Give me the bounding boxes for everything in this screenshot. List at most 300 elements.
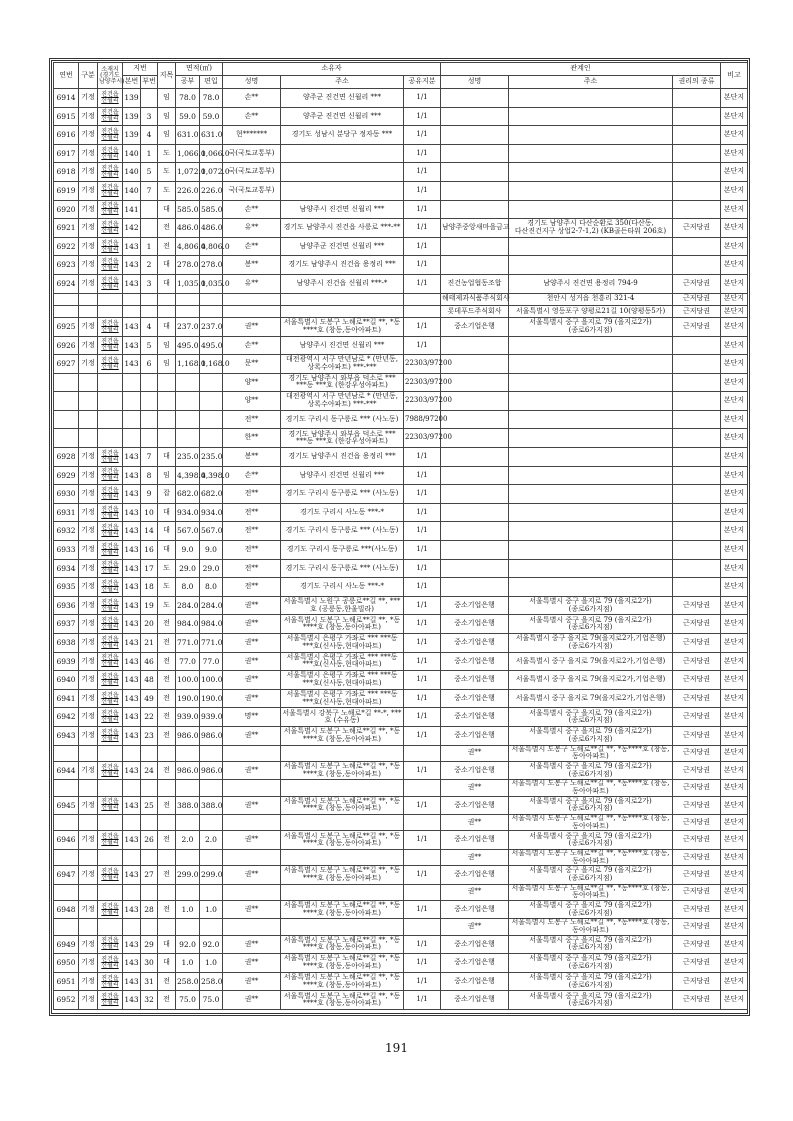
cell-rel-name xyxy=(441,336,509,355)
cell-rel-address: 서울특별시 도봉구 노해로**길 **, *동****호 (창동,동아아파트) xyxy=(509,919,673,935)
cell-lot-main: 143 xyxy=(123,796,141,815)
cell-type: 기정 xyxy=(79,237,98,256)
cell-owner-share: 1/1 xyxy=(404,991,441,1010)
cell-rel-right: 근저당권 xyxy=(673,866,721,885)
cell-no: 6925 xyxy=(54,317,79,336)
cell-rel-name: 중소기업은행 xyxy=(441,634,509,653)
cell-owner-name: 권** xyxy=(223,954,281,973)
cell-rel-right xyxy=(673,107,721,126)
cell-lot-sub: 16 xyxy=(141,541,158,560)
cell-area-registered: 278.0 xyxy=(176,256,200,275)
cell-area-included: 934.0 xyxy=(200,503,223,522)
cell-rel-right: 근저당권 xyxy=(673,708,721,727)
cell-rel-name: 중소기업은행 xyxy=(441,726,509,745)
header-related-party: 관계인 xyxy=(441,63,721,76)
header-no: 연번 xyxy=(54,63,79,89)
cell-lot-sub: 3 xyxy=(141,107,158,126)
cell-note: 본단지 xyxy=(721,596,748,615)
cell-owner-address: 대전광역시 서구 만년남로 * (만년동,상록수아파트) ***-*** xyxy=(281,355,404,374)
table-row xyxy=(54,671,748,690)
cell-owner-name: 전** xyxy=(223,410,281,429)
cell-area-included: 1.0 xyxy=(200,954,223,973)
cell-area-registered: 190.0 xyxy=(176,689,200,708)
cell-rel-address xyxy=(509,107,673,126)
cell-note: 본단지 xyxy=(721,466,748,485)
cell-rel-right xyxy=(673,559,721,578)
cell-rel-address: 서울특별시 중구 을지로 79 (을지로2가)(종로6가지점) xyxy=(509,761,673,780)
cell-owner-share: 1/1 xyxy=(404,615,441,634)
cell-no xyxy=(54,429,79,448)
cell-lot-sub: 24 xyxy=(141,761,158,780)
cell-no xyxy=(54,815,79,831)
cell-location: 진건읍 신월리 xyxy=(98,991,123,1010)
cell-owner-address: 경기도 구리시 동구릉로 ***(사노동) xyxy=(281,541,404,560)
cell-rel-name: 중소기업은행 xyxy=(441,796,509,815)
cell-area-included xyxy=(200,410,223,429)
cell-owner-address: 경기도 구리시 동구릉로 *** (사노동) xyxy=(281,522,404,541)
cell-rel-name: 중소기업은행 xyxy=(441,935,509,954)
cell-rel-right xyxy=(673,522,721,541)
cell-owner-address: 경기도 구리시 사노동 ***-* xyxy=(281,578,404,597)
cell-rel-address xyxy=(509,392,673,411)
cell-area-included: 77.0 xyxy=(200,652,223,671)
cell-lot-main xyxy=(123,410,141,429)
cell-rel-right xyxy=(673,392,721,411)
cell-no: 6915 xyxy=(54,107,79,126)
cell-lot-sub xyxy=(141,200,158,219)
cell-area-registered: 486.0 xyxy=(176,219,200,238)
cell-owner-address: 서울특별시 도봉구 노해로**길 **, *동 ****호 (창동,동아아파트) xyxy=(281,935,404,954)
cell-area-included: 986.0 xyxy=(200,726,223,745)
cell-lot-main: 139 xyxy=(123,89,141,108)
cell-note: 본단지 xyxy=(721,578,748,597)
cell-area-registered: 9.0 xyxy=(176,541,200,560)
table-row xyxy=(54,429,748,448)
header-owner-name: 성명 xyxy=(223,76,281,89)
cell-lot-sub xyxy=(141,410,158,429)
cell-type: 기정 xyxy=(79,578,98,597)
cell-owner-name: 한** xyxy=(223,429,281,448)
cell-location: 진건읍 신월리 xyxy=(98,219,123,238)
cell-location: 진건읍 신월리 xyxy=(98,796,123,815)
cell-land-category: 전 xyxy=(158,761,176,780)
cell-type: 기정 xyxy=(79,219,98,238)
cell-owner-share: 1/1 xyxy=(404,689,441,708)
cell-lot-main: 143 xyxy=(123,900,141,919)
cell-area-registered: 388.0 xyxy=(176,796,200,815)
cell-lot-sub: 29 xyxy=(141,935,158,954)
cell-note: 본단지 xyxy=(721,107,748,126)
cell-note: 본단지 xyxy=(721,448,748,467)
table-row xyxy=(54,689,748,708)
cell-land-category: 도 xyxy=(158,578,176,597)
cell-owner-name: 권** xyxy=(223,991,281,1010)
cell-note: 본단지 xyxy=(721,89,748,108)
cell-owner-address: 서울특별시 도봉구 노해로**길 **, *동 ****호 (창동,동아아파트) xyxy=(281,615,404,634)
cell-rel-right: 근저당권 xyxy=(673,815,721,831)
cell-rel-name: 중소기업은행 xyxy=(441,689,509,708)
cell-owner-address: 서울특별시 은평구 가좌로 *** ***동 ***호(신사동,현대아파트) xyxy=(281,652,404,671)
cell-type: 기정 xyxy=(79,991,98,1010)
cell-no: 6928 xyxy=(54,448,79,467)
cell-location: 진건읍 신월리 xyxy=(98,726,123,745)
cell-rel-name: 해태제과식품주식회사 xyxy=(441,293,509,305)
cell-land-category xyxy=(158,373,176,392)
cell-owner-address: 서울특별시 도봉구 노해로**길 **, *동 ****호 (창동,동아아파트) xyxy=(281,831,404,850)
cell-type: 기정 xyxy=(79,954,98,973)
cell-lot-main xyxy=(123,293,141,305)
cell-type: 기정 xyxy=(79,503,98,522)
cell-lot-sub: 2 xyxy=(141,256,158,275)
table-row xyxy=(54,392,748,411)
cell-type: 기정 xyxy=(79,559,98,578)
cell-lot-main: 143 xyxy=(123,317,141,336)
cell-lot-main xyxy=(123,429,141,448)
cell-area-included: 771.0 xyxy=(200,634,223,653)
table-row xyxy=(54,293,748,305)
cell-area-registered xyxy=(176,919,200,935)
cell-rel-name: 중소기업은행 xyxy=(441,652,509,671)
cell-owner-name: 권** xyxy=(223,796,281,815)
cell-rel-right xyxy=(673,336,721,355)
table-row xyxy=(54,466,748,485)
cell-lot-sub: 5 xyxy=(141,163,158,182)
cell-lot-sub: 1 xyxy=(141,237,158,256)
header-type: 구분 xyxy=(79,63,98,89)
cell-rel-address xyxy=(509,181,673,200)
cell-note: 본단지 xyxy=(721,796,748,815)
cell-rel-address: 서울특별시 도봉구 노해로**길 **, *동****호 (창동,동아아파트) xyxy=(509,745,673,761)
cell-lot-main: 143 xyxy=(123,708,141,727)
cell-lot-main: 143 xyxy=(123,578,141,597)
cell-land-category xyxy=(158,884,176,900)
cell-owner-address xyxy=(281,919,404,935)
cell-owner-name: 명** xyxy=(223,708,281,727)
cell-lot-sub xyxy=(141,919,158,935)
cell-owner-name: 양** xyxy=(223,373,281,392)
cell-rel-right: 근저당권 xyxy=(673,745,721,761)
cell-land-category: 임 xyxy=(158,89,176,108)
cell-area-included: 9.0 xyxy=(200,541,223,560)
cell-owner-name: 권** xyxy=(223,900,281,919)
table-row xyxy=(54,726,748,745)
cell-type: 기정 xyxy=(79,200,98,219)
cell-rel-address: 서울특별시 중구 을지로 79 (을지로2가)(종로6가지점) xyxy=(509,726,673,745)
cell-location: 진건읍 신월리 xyxy=(98,466,123,485)
cell-note: 본단지 xyxy=(721,256,748,275)
cell-location: 진건읍 신월리 xyxy=(98,317,123,336)
cell-area-registered: 59.0 xyxy=(176,107,200,126)
cell-rel-address: 서울특별시 중구 을지로 79 (을지로2가)(종로6가지점) xyxy=(509,317,673,336)
cell-area-included xyxy=(200,815,223,831)
cell-lot-main: 139 xyxy=(123,126,141,145)
cell-rel-name xyxy=(441,89,509,108)
cell-lot-sub: 26 xyxy=(141,831,158,850)
cell-lot-main: 143 xyxy=(123,954,141,973)
cell-rel-address xyxy=(509,237,673,256)
cell-owner-share: 1/1 xyxy=(404,708,441,727)
cell-area-included xyxy=(200,919,223,935)
table-row xyxy=(54,578,748,597)
cell-lot-main: 140 xyxy=(123,163,141,182)
cell-owner-address: 서울특별시 도봉구 노해로**길 **, *동 ****호 (창동,동아아파트) xyxy=(281,317,404,336)
table-row xyxy=(54,780,748,796)
cell-rel-address: 서울특별시 도봉구 노해로**길 **, *동****호 (창동,동아아파트) xyxy=(509,780,673,796)
cell-no: 6945 xyxy=(54,796,79,815)
cell-rel-address: 서울특별시 중구 을지로 79(을지로2가,기업은행) xyxy=(509,652,673,671)
cell-owner-name: 전** xyxy=(223,522,281,541)
cell-owner-address: 경기도 남양주시 와부읍 덕소로 *** ***동 ***호 (한강우성아파트) xyxy=(281,373,404,392)
cell-owner-name: 유** xyxy=(223,219,281,238)
cell-location: 진건읍 신월리 xyxy=(98,671,123,690)
cell-land-category: 전 xyxy=(158,634,176,653)
cell-owner-name: 국(국토교통부) xyxy=(223,181,281,200)
cell-note: 본단지 xyxy=(721,935,748,954)
cell-lot-sub xyxy=(141,392,158,411)
cell-owner-share: 1/1 xyxy=(404,541,441,560)
cell-no: 6934 xyxy=(54,559,79,578)
cell-area-included: 75.0 xyxy=(200,991,223,1010)
cell-owner-share: 1/1 xyxy=(404,107,441,126)
cell-land-category: 대 xyxy=(158,522,176,541)
cell-no: 6921 xyxy=(54,219,79,238)
cell-area-included xyxy=(200,429,223,448)
cell-lot-sub xyxy=(141,219,158,238)
cell-type: 기정 xyxy=(79,274,98,293)
cell-lot-sub xyxy=(141,849,158,865)
table-row xyxy=(54,355,748,374)
cell-area-registered xyxy=(176,745,200,761)
cell-owner-address: 경기도 남양주시 진건읍 용정리 *** xyxy=(281,448,404,467)
cell-owner-share xyxy=(404,305,441,317)
cell-owner-share: 1/1 xyxy=(404,485,441,504)
cell-owner-share: 1/1 xyxy=(404,652,441,671)
cell-note: 본단지 xyxy=(721,293,748,305)
cell-location xyxy=(98,849,123,865)
cell-land-category: 대 xyxy=(158,274,176,293)
cell-lot-sub xyxy=(141,884,158,900)
cell-lot-sub: 7 xyxy=(141,448,158,467)
cell-lot-sub: 28 xyxy=(141,900,158,919)
cell-area-included: 100.0 xyxy=(200,671,223,690)
cell-owner-share: 22303/97200 xyxy=(404,429,441,448)
cell-no: 6952 xyxy=(54,991,79,1010)
cell-rel-address xyxy=(509,410,673,429)
cell-type: 기정 xyxy=(79,671,98,690)
table-row xyxy=(54,107,748,126)
table-row xyxy=(54,503,748,522)
cell-rel-address xyxy=(509,200,673,219)
cell-rel-right: 근저당권 xyxy=(673,972,721,991)
cell-note: 본단지 xyxy=(721,200,748,219)
cell-land-category: 전 xyxy=(158,866,176,885)
cell-no: 6940 xyxy=(54,671,79,690)
cell-location xyxy=(98,305,123,317)
cell-area-included: 495.0 xyxy=(200,336,223,355)
cell-owner-address: 양주군 진건면 신월리 *** xyxy=(281,89,404,108)
cell-lot-main xyxy=(123,373,141,392)
cell-type: 기정 xyxy=(79,831,98,850)
table-row xyxy=(54,991,748,1010)
table-row xyxy=(54,541,748,560)
cell-lot-main: 143 xyxy=(123,935,141,954)
cell-owner-share: 1/1 xyxy=(404,181,441,200)
cell-land-category xyxy=(158,429,176,448)
cell-owner-address xyxy=(281,293,404,305)
cell-owner-name: 손** xyxy=(223,200,281,219)
cell-land-category: 전 xyxy=(158,900,176,919)
cell-rel-right xyxy=(673,448,721,467)
cell-land-category: 대 xyxy=(158,954,176,973)
cell-owner-name: 권** xyxy=(223,972,281,991)
cell-note: 본단지 xyxy=(721,954,748,973)
cell-area-registered xyxy=(176,849,200,865)
cell-area-registered: 92.0 xyxy=(176,935,200,954)
table-row xyxy=(54,972,748,991)
cell-owner-name: 양** xyxy=(223,392,281,411)
cell-no: 6922 xyxy=(54,237,79,256)
header-lot-sub: 부번 xyxy=(141,76,158,89)
cell-location: 진건읍 신월리 xyxy=(98,89,123,108)
cell-owner-share xyxy=(404,293,441,305)
cell-rel-address: 서울특별시 중구 을지로 79 (을지로2가)(종로6가지점) xyxy=(509,866,673,885)
cell-note: 본단지 xyxy=(721,615,748,634)
cell-area-registered: 682.0 xyxy=(176,485,200,504)
cell-rel-name: 권** xyxy=(441,780,509,796)
cell-owner-share: 1/1 xyxy=(404,89,441,108)
cell-owner-address: 대전광역시 서구 만년남로 * (만년동,상록수아파트) ***-*** xyxy=(281,392,404,411)
cell-lot-main: 143 xyxy=(123,522,141,541)
cell-location xyxy=(98,410,123,429)
table-row xyxy=(54,796,748,815)
cell-area-registered xyxy=(176,410,200,429)
cell-no xyxy=(54,849,79,865)
cell-no: 6924 xyxy=(54,274,79,293)
cell-owner-share xyxy=(404,745,441,761)
cell-owner-address: 서울특별시 도봉구 노해로**길 **, *동 ****호 (창동,동아아파트) xyxy=(281,761,404,780)
cell-lot-main: 141 xyxy=(123,200,141,219)
cell-no: 6931 xyxy=(54,503,79,522)
cell-rel-right xyxy=(673,89,721,108)
cell-land-category xyxy=(158,293,176,305)
cell-no: 6943 xyxy=(54,726,79,745)
cell-rel-right: 근저당권 xyxy=(673,596,721,615)
cell-lot-main: 143 xyxy=(123,559,141,578)
cell-location: 진건읍 신월리 xyxy=(98,181,123,200)
cell-owner-address: 서울특별시 은평구 가좌로 *** ***동 ***호(신사동,현대아파트) xyxy=(281,634,404,653)
cell-lot-sub: 20 xyxy=(141,615,158,634)
cell-location xyxy=(98,919,123,935)
cell-rel-address: 서울특별시 중구 을지로 79 (을지로2가)(종로6가지점) xyxy=(509,831,673,850)
cell-type xyxy=(79,780,98,796)
cell-land-category: 전 xyxy=(158,831,176,850)
cell-type: 기정 xyxy=(79,866,98,885)
cell-area-registered: 78.0 xyxy=(176,89,200,108)
cell-area-included xyxy=(200,373,223,392)
cell-rel-name: 중소기업은행 xyxy=(441,954,509,973)
table-row xyxy=(54,410,748,429)
cell-rel-address: 서울특별시 중구 을지로 79 (을지로2가)(종로6가지점) xyxy=(509,708,673,727)
cell-location: 진건읍 신월리 xyxy=(98,126,123,145)
cell-owner-share: 1/1 xyxy=(404,796,441,815)
cell-note: 본단지 xyxy=(721,355,748,374)
cell-owner-share: 1/1 xyxy=(404,578,441,597)
cell-area-included: 986.0 xyxy=(200,761,223,780)
header-lot-main: 본번 xyxy=(123,76,141,89)
table-row xyxy=(54,336,748,355)
cell-land-category: 전 xyxy=(158,726,176,745)
cell-rel-address xyxy=(509,89,673,108)
cell-land-category: 도 xyxy=(158,144,176,163)
cell-note: 본단지 xyxy=(721,305,748,317)
cell-note: 본단지 xyxy=(721,831,748,850)
table-row xyxy=(54,866,748,885)
header-owner-address: 주소 xyxy=(281,76,404,89)
cell-area-included: 585.0 xyxy=(200,200,223,219)
cell-area-registered: 585.0 xyxy=(176,200,200,219)
cell-rel-right: 근저당권 xyxy=(673,761,721,780)
table-row xyxy=(54,761,748,780)
cell-area-registered: 226.0 xyxy=(176,181,200,200)
cell-type: 기정 xyxy=(79,935,98,954)
cell-area-registered: 258.0 xyxy=(176,972,200,991)
cell-owner-share: 1/1 xyxy=(404,448,441,467)
cell-no xyxy=(54,410,79,429)
cell-area-registered: 284.0 xyxy=(176,596,200,615)
cell-rel-address: 서울특별시 중구 을지로 79 (을지로2가)(종로6가지점) xyxy=(509,615,673,634)
cell-rel-name xyxy=(441,448,509,467)
cell-no xyxy=(54,373,79,392)
cell-area-included: 226.0 xyxy=(200,181,223,200)
cell-rel-name: 남양주중앙새마을금고 xyxy=(441,219,509,238)
cell-owner-share: 1/1 xyxy=(404,634,441,653)
cell-owner-name xyxy=(223,780,281,796)
cell-type xyxy=(79,919,98,935)
cell-owner-name: 권** xyxy=(223,652,281,671)
cell-lot-main: 143 xyxy=(123,726,141,745)
cell-owner-address: 남양주군 진건면 신월리 *** xyxy=(281,237,404,256)
cell-type xyxy=(79,305,98,317)
cell-owner-address: 경기도 성남시 분당구 정자동 *** xyxy=(281,126,404,145)
cell-rel-name: 중소기업은행 xyxy=(441,615,509,634)
table-row xyxy=(54,305,748,317)
cell-note: 본단지 xyxy=(721,726,748,745)
cell-note: 본단지 xyxy=(721,652,748,671)
cell-rel-name xyxy=(441,107,509,126)
cell-rel-right xyxy=(673,410,721,429)
cell-owner-name xyxy=(223,305,281,317)
cell-owner-address: 서울특별시 도봉구 노해로**길 **, *동 ****호 (창동,동아아파트) xyxy=(281,796,404,815)
cell-rel-name xyxy=(441,256,509,275)
cell-rel-name: 권** xyxy=(441,745,509,761)
cell-area-registered: 1,066.0 xyxy=(176,144,200,163)
cell-land-category: 임 xyxy=(158,107,176,126)
cell-area-registered: 984.0 xyxy=(176,615,200,634)
cell-lot-sub: 3 xyxy=(141,274,158,293)
cell-lot-sub xyxy=(141,780,158,796)
table-row xyxy=(54,448,748,467)
cell-rel-address xyxy=(509,578,673,597)
cell-lot-sub: 6 xyxy=(141,355,158,374)
cell-area-included: 78.0 xyxy=(200,89,223,108)
cell-note: 본단지 xyxy=(721,780,748,796)
cell-owner-name: 유** xyxy=(223,274,281,293)
cell-area-included: 1.0 xyxy=(200,900,223,919)
cell-note: 본단지 xyxy=(721,144,748,163)
cell-land-category: 대 xyxy=(158,317,176,336)
cell-land-category xyxy=(158,780,176,796)
cell-location: 진건읍 신월리 xyxy=(98,336,123,355)
